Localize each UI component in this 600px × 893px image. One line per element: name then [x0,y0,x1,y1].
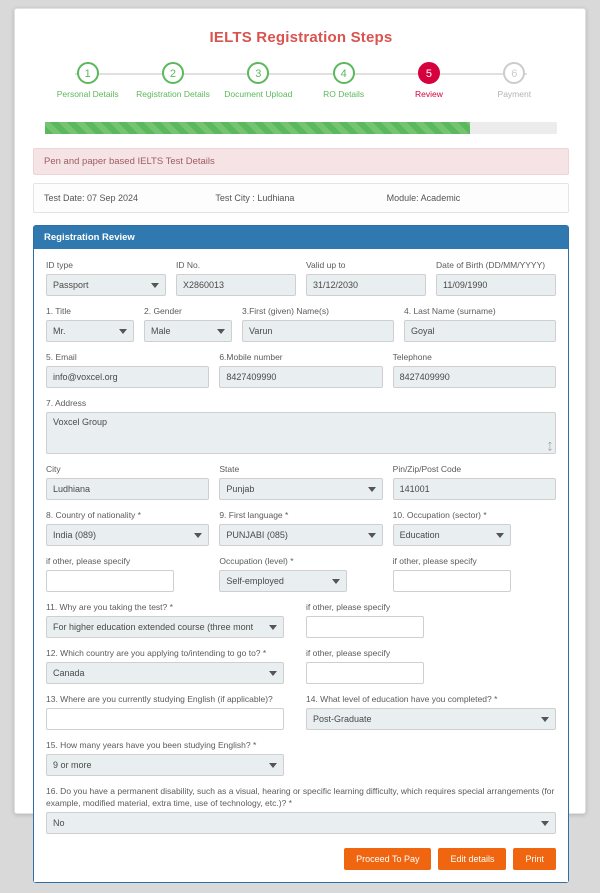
label-occupation-sector: 10. Occupation (sector) * [392,510,487,520]
telephone-input[interactable]: 8427409990 [393,366,556,388]
label-address: 7. Address [46,398,87,408]
step-label: RO Details [323,89,365,99]
row-contact [46,351,556,388]
valid-up-to-input[interactable]: 31/12/2030 [306,274,426,296]
years-english-value: 9 or more [53,760,92,770]
occupation-sector-value: Education [399,530,440,540]
step-label: Document Upload [224,89,293,99]
label-reason: 11. Why are you taking the test? * [46,602,173,612]
chevron-down-icon [194,533,202,538]
label-studying-english: 13. Where are you currently studying English (if applicable)? [46,694,273,704]
step-bubble: 4 [333,62,355,84]
label-other-sector: if other, please specify [46,556,131,566]
chevron-down-icon [217,329,225,334]
panel-body [34,249,568,882]
label-id-type: ID type [46,260,73,270]
chevron-down-icon [269,625,277,630]
step-payment[interactable] [472,62,557,100]
field-disability [46,785,556,834]
action-buttons [46,848,556,870]
label-years-english: 15. How many years have you been studying English? * [46,740,257,750]
step-registration-details[interactable] [130,62,215,100]
chevron-down-icon [119,329,127,334]
last-name-input[interactable]: Goyal [404,320,556,342]
edit-details-button[interactable]: Edit details [438,848,506,870]
chevron-down-icon [368,487,376,492]
label-pin: Pin/Zip/Post Code [392,464,462,474]
disability-value: No [53,818,65,828]
years-english-select[interactable] [46,754,284,776]
row-occupation-level [46,555,556,592]
title-value: Mr. [53,326,66,336]
test-module: Module: Academic [386,193,461,203]
label-valid-up-to: Valid up to [306,260,346,270]
step-personal-details[interactable] [45,62,130,100]
mobile-input[interactable]: 8427409990 [219,366,382,388]
card-inner [33,23,569,893]
resize-handle-icon[interactable]: ⤡ [543,440,556,453]
nationality-value: India (089) [53,530,97,540]
row-nationality-language-occupation [46,509,556,546]
field-id-no [176,259,296,296]
state-value: Punjab [226,484,255,494]
step-bubble: 5 [418,62,440,84]
first-language-value: PUNJABI (085) [226,530,288,540]
step-bubble: 6 [503,62,525,84]
reason-select[interactable] [46,616,284,638]
first-name-input[interactable]: Varun [242,320,394,342]
field-nationality [46,509,209,546]
row-reason [46,601,556,638]
country-apply-select[interactable] [46,662,284,684]
test-city: Test City : Ludhiana [215,193,295,203]
test-date: Test Date: 07 Sep 2024 [44,193,139,203]
proceed-to-pay-button[interactable]: Proceed To Pay [344,848,431,870]
step-label: Registration Details [136,89,210,99]
field-first-language [219,509,382,546]
city-input[interactable]: Ludhiana [46,478,209,500]
reason-value: For higher education extended course (three mont [53,622,254,632]
nationality-select[interactable] [46,524,209,546]
email-input[interactable]: info@voxcel.org [46,366,209,388]
label-mobile: 6.Mobile number [219,352,283,362]
row-identity [46,259,556,296]
pin-input[interactable]: 141001 [393,478,556,500]
field-mobile [219,351,382,388]
chevron-down-icon [496,533,504,538]
step-bubble: 1 [77,62,99,84]
field-other-country [306,647,556,684]
chevron-down-icon [269,763,277,768]
row-address [46,397,556,454]
panel-title: Registration Review [34,226,568,249]
field-occupation-level [219,555,382,592]
row-country-apply [46,647,556,684]
other-reason-input[interactable] [306,616,424,638]
other-sector-input[interactable] [46,570,174,592]
field-pin [393,463,556,500]
row-name [46,305,556,342]
field-dob [436,259,556,296]
field-telephone [393,351,556,388]
education-level-select[interactable] [306,708,556,730]
step-ro-details[interactable] [301,62,386,100]
id-no-input[interactable]: X2860013 [176,274,296,296]
disability-select[interactable] [46,812,556,834]
progress-bar-fill [45,122,470,134]
chevron-down-icon [368,533,376,538]
step-review[interactable] [386,62,471,100]
first-language-select[interactable] [219,524,382,546]
chevron-down-icon [332,579,340,584]
step-label: Payment [497,89,532,99]
id-type-select[interactable] [46,274,166,296]
label-other-reason: if other, please specify [306,602,391,612]
step-label: Review [415,89,443,99]
gender-select[interactable] [144,320,232,342]
label-state: State [219,464,240,474]
row-years-english [46,739,556,776]
label-first-language: 9. First language * [219,510,289,520]
chevron-down-icon [151,283,159,288]
registration-card [14,8,586,864]
label-other-country: if other, please specify [306,648,391,658]
chevron-down-icon [541,717,549,722]
other-country-input[interactable] [306,662,424,684]
label-other-level: if other, please specify [392,556,477,566]
field-address [46,397,556,454]
address-textarea[interactable] [46,412,556,454]
field-state [219,463,382,500]
step-bubble: 3 [247,62,269,84]
field-reason [46,601,296,638]
row-disability [46,785,556,834]
row-city-state-pin [46,463,556,500]
label-telephone: Telephone [392,352,432,362]
country-apply-value: Canada [53,668,85,678]
field-first-name [242,305,394,342]
step-label: Personal Details [56,89,119,99]
label-education-level: 14. What level of education have you completed? * [306,694,498,704]
field-other-level [393,555,556,592]
row-studying-education [46,693,556,730]
print-button[interactable]: Print [513,848,556,870]
label-disability: 16. Do you have a permanent disability, such as a visual, hearing or specific learning difficulty, which requires special arrangements (for example, modified material, extra time, use of technology, etc.)? * [46,786,555,808]
field-city [46,463,209,500]
label-last-name: 4. Last Name (surname) [404,306,496,316]
chevron-down-icon [269,671,277,676]
label-title: 1. Title [46,306,72,316]
occupation-sector-select[interactable] [393,524,511,546]
gender-value: Male [151,326,171,336]
other-level-input[interactable] [393,570,511,592]
label-email: 5. Email [46,352,77,362]
field-last-name [404,305,556,342]
title-select[interactable] [46,320,134,342]
field-country-apply [46,647,296,684]
label-occupation-level: Occupation (level) * [219,556,294,566]
label-id-no: ID No. [176,260,201,270]
field-valid-up-to [306,259,426,296]
step-document-upload[interactable] [216,62,301,100]
label-first-name: 3.First (given) Name(s) [242,306,329,316]
registration-review-panel [33,225,569,883]
step-bubble: 2 [162,62,184,84]
field-studying-english [46,693,296,730]
test-info-bar [33,183,569,213]
label-nationality: 8. Country of nationality * [46,510,141,520]
chevron-down-icon [541,821,549,826]
field-title [46,305,134,342]
stepper-steps [45,62,557,100]
field-email [46,351,209,388]
field-gender [144,305,232,342]
label-gender: 2. Gender [144,306,182,316]
occupation-level-value: Self-employed [226,576,284,586]
occupation-level-select[interactable] [219,570,347,592]
stepper [45,62,557,116]
education-level-value: Post-Graduate [313,714,372,724]
address-value: Voxcel Group [53,417,108,427]
test-type-alert: Pen and paper based IELTS Test Details [33,148,569,175]
field-occupation-sector [393,509,556,546]
field-id-type [46,259,166,296]
progress-bar-track [45,122,557,134]
label-country-apply: 12. Which country are you applying to/intending to go to? * [46,648,267,658]
id-type-value: Passport [53,280,89,290]
field-other-sector [46,555,209,592]
field-education-level [306,693,556,730]
field-other-reason [306,601,556,638]
state-select[interactable] [219,478,382,500]
label-dob: Date of Birth (DD/MM/YYYY) [436,260,546,270]
field-years-english [46,739,556,776]
page-title: IELTS Registration Steps [209,29,393,46]
dob-input[interactable]: 11/09/1990 [436,274,556,296]
label-city: City [46,464,61,474]
studying-english-input[interactable] [46,708,284,730]
